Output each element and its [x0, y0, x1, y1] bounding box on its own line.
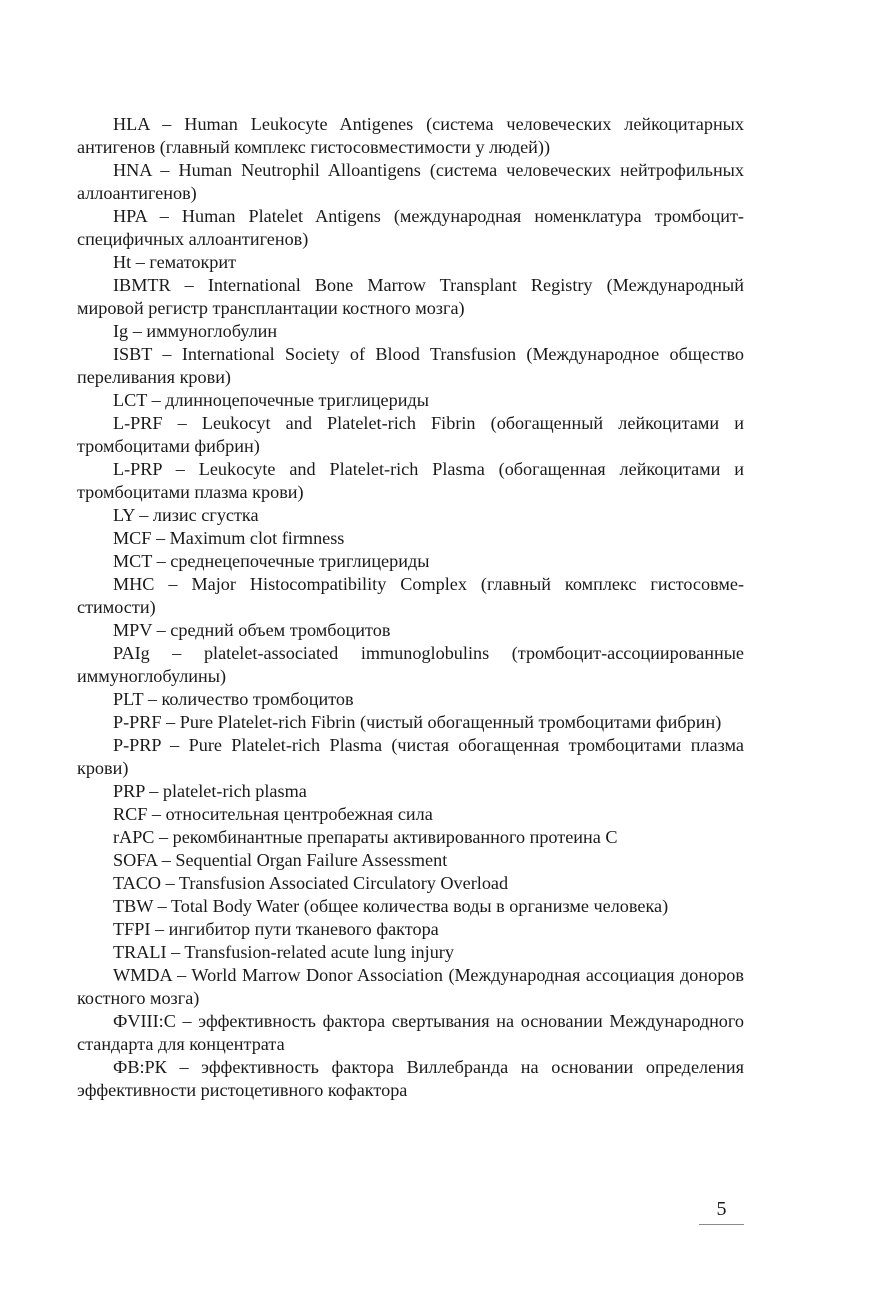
abbreviation-entry: L-PRF – Leukocyt and Platelet-rich Fibrin (обогащенный лейкоцитами и тромбоцитами фибрин) — [77, 413, 744, 456]
abbreviation-entry: RCF – относительная центробежная сила — [113, 804, 433, 824]
abbreviation-entry: HNA – Human Neutrophil Alloantigens (система человеческих нейтрофильных аллоантигенов) — [77, 160, 744, 203]
abbreviation-entry: ФВ:РК – эффективность фактора Виллебранда на основании определения эффективности ристоцетивного кофактора — [77, 1057, 744, 1100]
abbreviation-entry: LY – лизис сгустка — [113, 505, 259, 525]
abbreviation-entry: TBW – Total Body Water (общее количества воды в организме человека) — [113, 896, 669, 916]
page-number: 5 — [716, 1198, 727, 1220]
abbreviation-entry: LCT – длинноцепочечные триглицериды — [113, 390, 429, 410]
abbreviation-entry: MHC – Major Histocompatibility Complex (главный комплекс гистосовместимости) — [77, 574, 744, 617]
abbreviation-entry: PLT – количество тромбоцитов — [113, 689, 354, 709]
abbreviation-entry: PRP – platelet-rich plasma — [113, 781, 307, 801]
abbreviation-entry: PAIg – platelet-associated immunoglobulins (тромбоцит-ассоциированные иммуноглобулины) — [77, 643, 744, 686]
abbreviation-entry: Ht – гематокрит — [113, 252, 237, 272]
abbreviation-entry: MCT – среднецепочечные триглицериды — [113, 551, 430, 571]
abbreviation-entry: MCF – Maximum clot firmness — [113, 528, 345, 548]
abbreviation-entry: TACO – Transfusion Associated Circulatory Overload — [113, 873, 509, 893]
abbreviation-entry: WMDA – World Marrow Donor Association (Международная ассоциация доноров костного мозга) — [77, 965, 744, 1008]
abbreviation-entry: ISBT – International Society of Blood Transfusion (Международное общество переливания крови) — [77, 344, 744, 387]
abbreviations-list — [77, 113, 744, 1102]
abbreviation-entry: ФVIII:C – эффективность фактора свертывания на основании Международного стандарта для концентрата — [77, 1011, 744, 1054]
abbreviation-entry: HLA – Human Leukocyte Antigenes (система человеческих лейкоцитарных антигенов (главный комплекс гистосовместимости у людей)) — [77, 114, 744, 157]
abbreviation-entry: TRALI – Transfusion-related acute lung injury — [113, 942, 454, 962]
abbreviation-entry: SOFA – Sequential Organ Failure Assessment — [113, 850, 448, 870]
abbreviation-entry: HPA – Human Platelet Antigens (международная номенклатура тромбоцит-специфичных аллоантигенов) — [77, 206, 744, 249]
abbreviation-entry: Ig – иммуноглобулин — [113, 321, 278, 341]
page-footer — [699, 1196, 744, 1225]
abbreviation-entry: P-PRF – Pure Platelet-rich Fibrin (чистый обогащенный тромбоцитами фибрин) — [113, 712, 722, 732]
abbreviation-entry: P-PRP – Pure Platelet-rich Plasma (чистая обогащенная тромбоцитами плазма крови) — [77, 735, 744, 778]
abbreviation-entry: L-PRP – Leukocyte and Platelet-rich Plasma (обогащенная лейкоцитами и тромбоцитами плазма крови) — [77, 459, 744, 502]
abbreviation-entry: MPV – средний объем тромбоцитов — [113, 620, 391, 640]
abbreviation-entry: TFPI – ингибитор пути тканевого фактора — [113, 919, 439, 939]
abbreviation-entry: rAPC – рекомбинантные препараты активированного протеина С — [113, 827, 618, 847]
abbreviation-entry: IBMTR – International Bone Marrow Transplant Registry (Международный мировой регистр трансплантации костного мозга) — [77, 275, 744, 318]
